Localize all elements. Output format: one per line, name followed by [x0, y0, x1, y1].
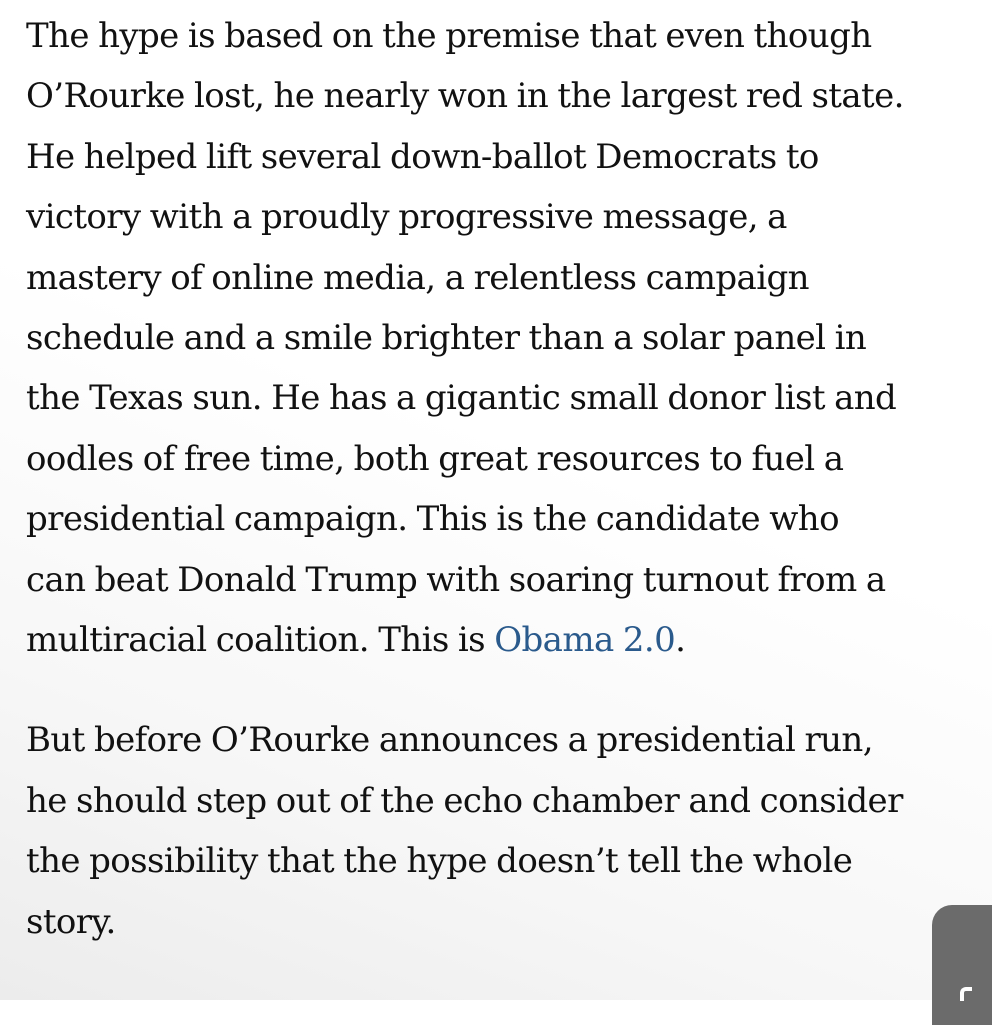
text-segment: multiracial coalition. This is: [26, 620, 495, 661]
text-line: can beat Donald Trump with soaring turnout from a: [26, 559, 886, 600]
text-line: The hype is based on the premise that even though: [26, 16, 872, 56]
text-line: the Texas sun. He has a gigantic small donor list and: [26, 378, 897, 419]
paragraph-2: [26, 710, 976, 952]
text-line: story.: [26, 901, 116, 942]
paragraph-1: [26, 6, 976, 670]
text-line: He helped lift several down-ballot Democrats to: [26, 136, 819, 177]
text-line: O’Rourke lost, he nearly won in the largest red state.: [26, 76, 904, 117]
obama-link[interactable]: Obama 2.0: [494, 620, 676, 661]
text-line: victory with a proudly progressive message, a: [26, 197, 787, 238]
share-tab-icon[interactable]: [932, 905, 992, 1025]
text-line: schedule and a smile brighter than a solar panel in: [26, 318, 867, 359]
text-line: oodles of free time, both great resources to fuel a: [26, 438, 844, 479]
text-line: mastery of online media, a relentless campaign: [26, 257, 809, 298]
text-line: presidential campaign. This is the candidate who: [26, 499, 839, 540]
tab-glyph-icon: [960, 987, 972, 1001]
text-segment: .: [675, 620, 686, 661]
text-line: But before O’Rourke announces a presidential run,: [26, 720, 873, 761]
text-line: the possibility that the hype doesn’t tell the whole: [26, 841, 853, 882]
article-body: [26, 6, 976, 992]
text-line: he should step out of the echo chamber and consider: [26, 780, 903, 821]
text-line-with-link: [26, 610, 976, 670]
